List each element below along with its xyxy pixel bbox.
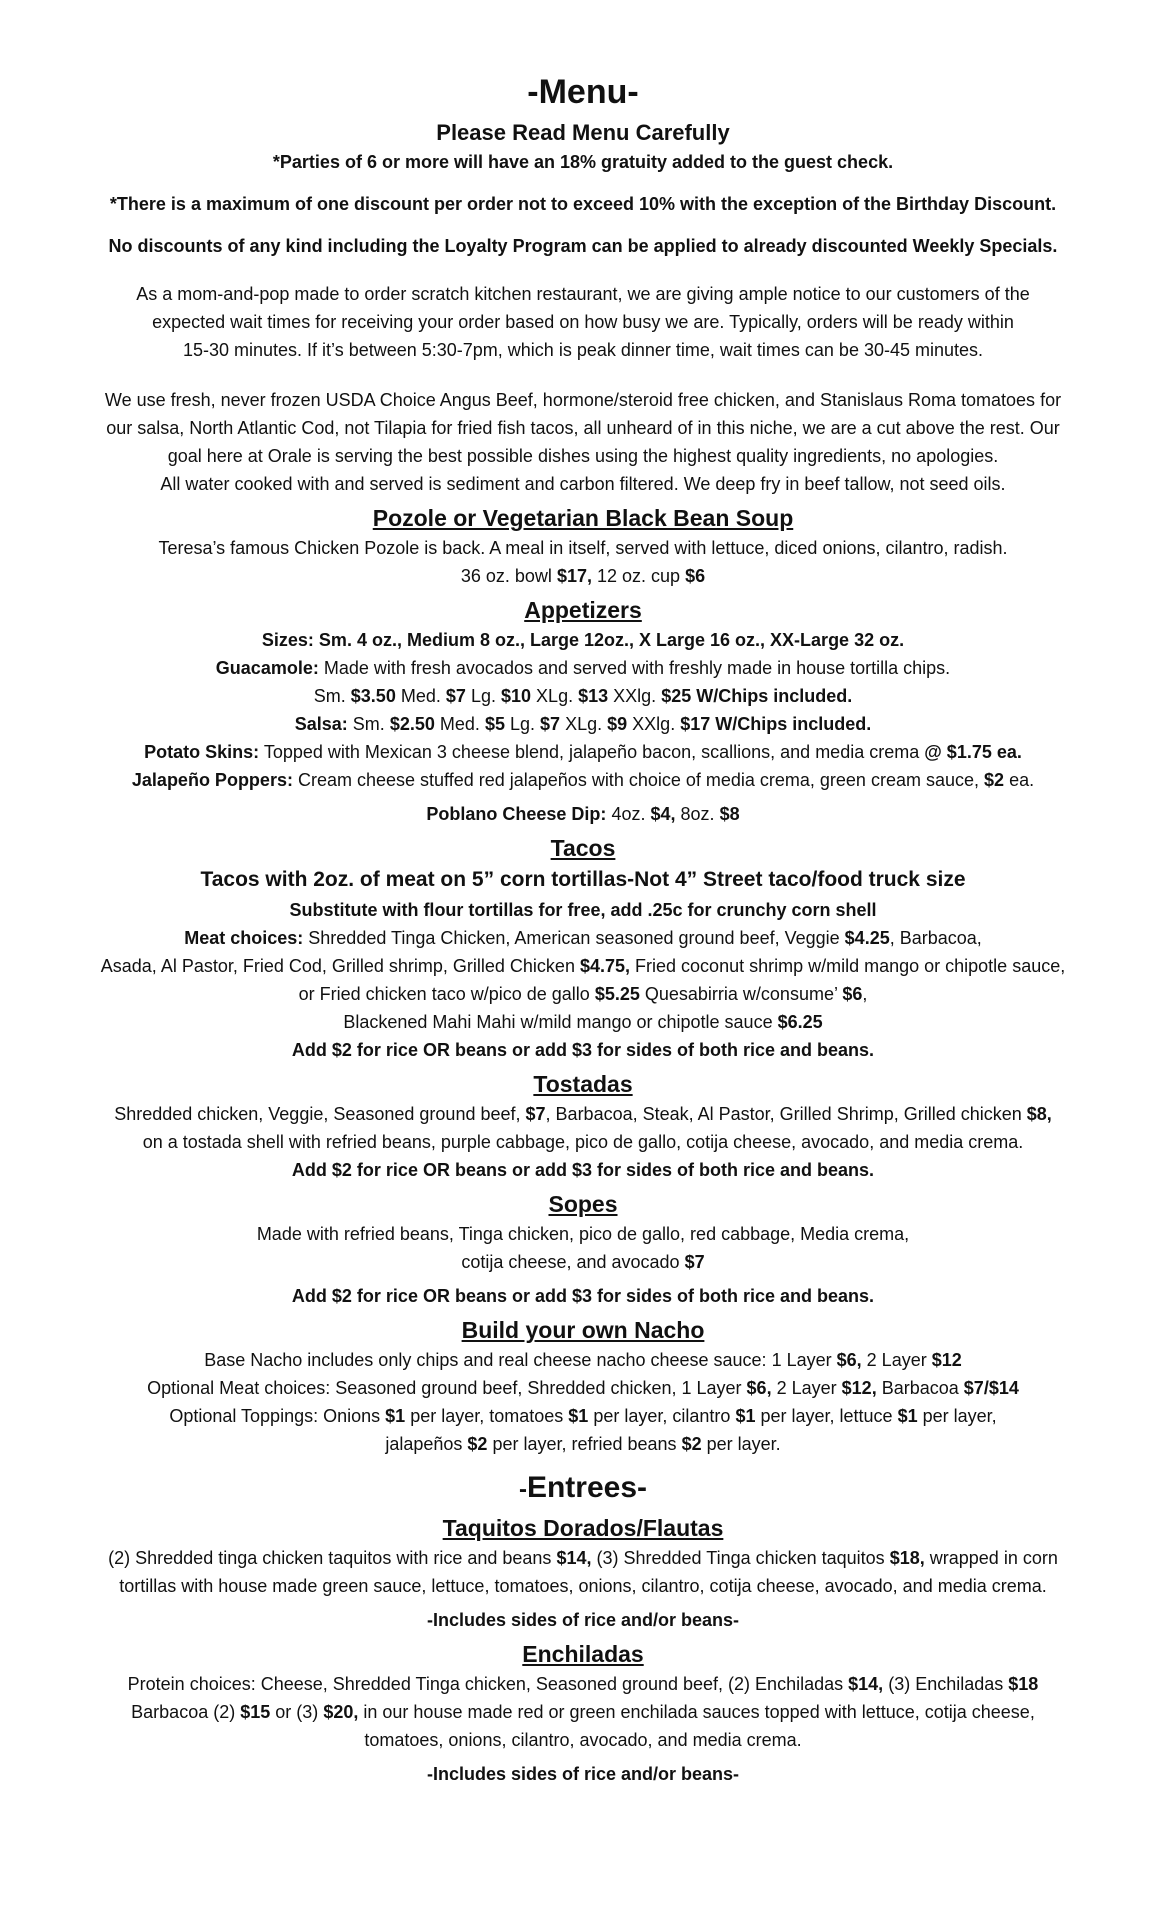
sopes-line: Made with refried beans, Tinga chicken, pico de gallo, red cabbage, Media crema, <box>256 1224 910 1244</box>
tostadas-line: Shredded chicken, Veggie, Seasoned ground beef, $7, Barbacoa, Steak, Al Pastor, Grilled Shrimp, Grilled chicken $8, <box>114 1104 1052 1124</box>
discount-notice: *There is a maximum of one discount per order not to exceed 10% with the exception of the Birthday Discount. <box>109 194 1057 214</box>
enchiladas-line: Protein choices: Cheese, Shredded Tinga chicken, Seasoned ground beef, (2) Enchiladas $14, (3) Enchiladas $18 <box>127 1674 1039 1694</box>
soup-description: Teresa’s famous Chicken Pozole is back. A meal in itself, served with lettuce, diced onions, cilantro, radish. <box>158 538 1008 558</box>
taco-meat-line: Asada, Al Pastor, Fried Cod, Grilled shrimp, Grilled Chicken $4.75, Fried coconut shrimp w/mild mango or chipotle sauce, <box>100 956 1066 976</box>
gratuity-notice: *Parties of 6 or more will have an 18% gratuity added to the guest check. <box>272 152 894 172</box>
taco-meat-line: Meat choices: Shredded Tinga Chicken, American seasoned ground beef, Veggie $4.25, Barbacoa, <box>184 928 982 948</box>
salsa-prices: Salsa: Sm. $2.50 Med. $5 Lg. $7 XLg. $9 XXlg. $17 W/Chips included. <box>294 714 872 734</box>
quality-line: goal here at Orale is serving the best possible dishes using the highest quality ingredients, no apologies. <box>167 446 999 466</box>
enchiladas-line: tomatoes, onions, cilantro, avocado, and media crema. <box>364 1730 802 1750</box>
enchiladas-line: Barbacoa (2) $15 or (3) $20, in our house made red or green enchilada sauces topped with lettuce, cotija cheese, <box>131 1702 1035 1722</box>
tostadas-heading: Tostadas <box>533 1071 633 1097</box>
nacho-base-line: Base Nacho includes only chips and real cheese nacho cheese sauce: 1 Layer $6, 2 Layer $12 <box>204 1350 962 1370</box>
potato-skins-item: Potato Skins: Topped with Mexican 3 cheese blend, jalapeño bacon, scallions, and media crema @ $1.75 ea. <box>144 742 1022 762</box>
no-discount-notice: No discounts of any kind including the Loyalty Program can be applied to already discounted Weekly Specials. <box>108 236 1058 256</box>
nacho-toppings-line: jalapeños $2 per layer, refried beans $2 per layer. <box>385 1434 781 1454</box>
taco-meat-line: or Fried chicken taco w/pico de gallo $5.25 Quesabirria w/consume’ $6, <box>298 984 868 1004</box>
nacho-toppings-line: Optional Toppings: Onions $1 per layer, tomatoes $1 per layer, cilantro $1 per layer, lettuce $1 per layer, <box>169 1406 997 1426</box>
wait-line: expected wait times for receiving your order based on how busy we are. Typically, orders will be ready within <box>152 312 1014 332</box>
tacos-size-note: Tacos with 2oz. of meat on 5” corn tortillas-Not 4” Street taco/food truck size <box>200 868 966 891</box>
wait-line: 15-30 minutes. If it’s between 5:30-7pm, which is peak dinner time, wait times can be 30-45 minutes. <box>182 340 984 360</box>
quality-line: All water cooked with and served is sediment and carbon filtered. We deep fry in beef tallow, not seed oils. <box>160 474 1006 494</box>
page-title: -Menu- <box>527 73 639 111</box>
tacos-heading: Tacos <box>550 835 616 861</box>
taquitos-line: (2) Shredded tinga chicken taquitos with rice and beans $14, (3) Shredded Tinga chicken taquitos $18, wrapped in corn <box>108 1548 1058 1568</box>
wait-time-paragraph <box>14 280 1152 364</box>
sopes-add-rice-note: Add $2 for rice OR beans or add $3 for sides of both rice and beans. <box>291 1286 875 1306</box>
guacamole-prices: Sm. $3.50 Med. $7 Lg. $10 XLg. $13 XXlg. $25 W/Chips included. <box>313 686 853 706</box>
wait-line: As a mom-and-pop made to order scratch kitchen restaurant, we are giving ample notice to our customers of the <box>136 284 1030 304</box>
nacho-meat-line: Optional Meat choices: Seasoned ground beef, Shredded chicken, 1 Layer $6, 2 Layer $12, Barbacoa $7/$14 <box>147 1378 1019 1398</box>
taco-meat-line: Blackened Mahi Mahi w/mild mango or chipotle sauce $6.25 <box>343 1012 823 1032</box>
sopes-line: cotija cheese, and avocado $7 <box>461 1252 705 1272</box>
soup-heading: Pozole or Vegetarian Black Bean Soup <box>372 505 794 531</box>
guacamole-item: Guacamole: Made with fresh avocados and served with freshly made in house tortilla chips. <box>215 658 951 678</box>
taquitos-heading: Taquitos Dorados/Flautas <box>442 1515 724 1541</box>
taquitos-sides-note: -Includes sides of rice and/or beans- <box>426 1610 740 1630</box>
appetizer-sizes: Sizes: Sm. 4 oz., Medium 8 oz., Large 12oz., X Large 16 oz., XX-Large 32 oz. <box>261 630 905 650</box>
enchiladas-sides-note: -Includes sides of rice and/or beans- <box>426 1764 740 1784</box>
nacho-heading: Build your own Nacho <box>461 1317 705 1343</box>
tostadas-add-rice-note: Add $2 for rice OR beans or add $3 for sides of both rice and beans. <box>291 1160 875 1180</box>
taquitos-line: tortillas with house made green sauce, lettuce, tomatoes, onions, cilantro, cotija cheese, avocado, and media crema. <box>119 1576 1047 1596</box>
quality-line: our salsa, North Atlantic Cod, not Tilapia for fried fish tacos, all unheard of in this niche, we are a cut above the rest. Our <box>106 418 1060 438</box>
appetizers-heading: Appetizers <box>524 597 642 623</box>
poblano-dip-item: Poblano Cheese Dip: 4oz. $4, 8oz. $8 <box>426 804 740 824</box>
page-subtitle: Please Read Menu Carefully <box>436 120 730 145</box>
jalapeno-poppers-item: Jalapeño Poppers: Cream cheese stuffed red jalapeños with choice of media crema, green cream sauce, $2 ea. <box>131 770 1035 790</box>
tacos-add-rice-note: Add $2 for rice OR beans or add $3 for sides of both rice and beans. <box>291 1040 875 1060</box>
quality-line: We use fresh, never frozen USDA Choice Angus Beef, hormone/steroid free chicken, and Stanislaus Roma tomatoes for <box>104 390 1062 410</box>
sopes-heading: Sopes <box>548 1191 618 1217</box>
entrees-heading: -Entrees- <box>518 1471 648 1504</box>
enchiladas-heading: Enchiladas <box>522 1641 644 1667</box>
tacos-substitute-note: Substitute with flour tortillas for free, add .25c for crunchy corn shell <box>289 900 877 920</box>
quality-paragraph <box>14 386 1152 498</box>
soup-prices: 36 oz. bowl $17, 12 oz. cup $6 <box>460 566 706 586</box>
tostadas-line: on a tostada shell with refried beans, purple cabbage, pico de gallo, cotija cheese, avocado, and media crema. <box>142 1132 1024 1152</box>
